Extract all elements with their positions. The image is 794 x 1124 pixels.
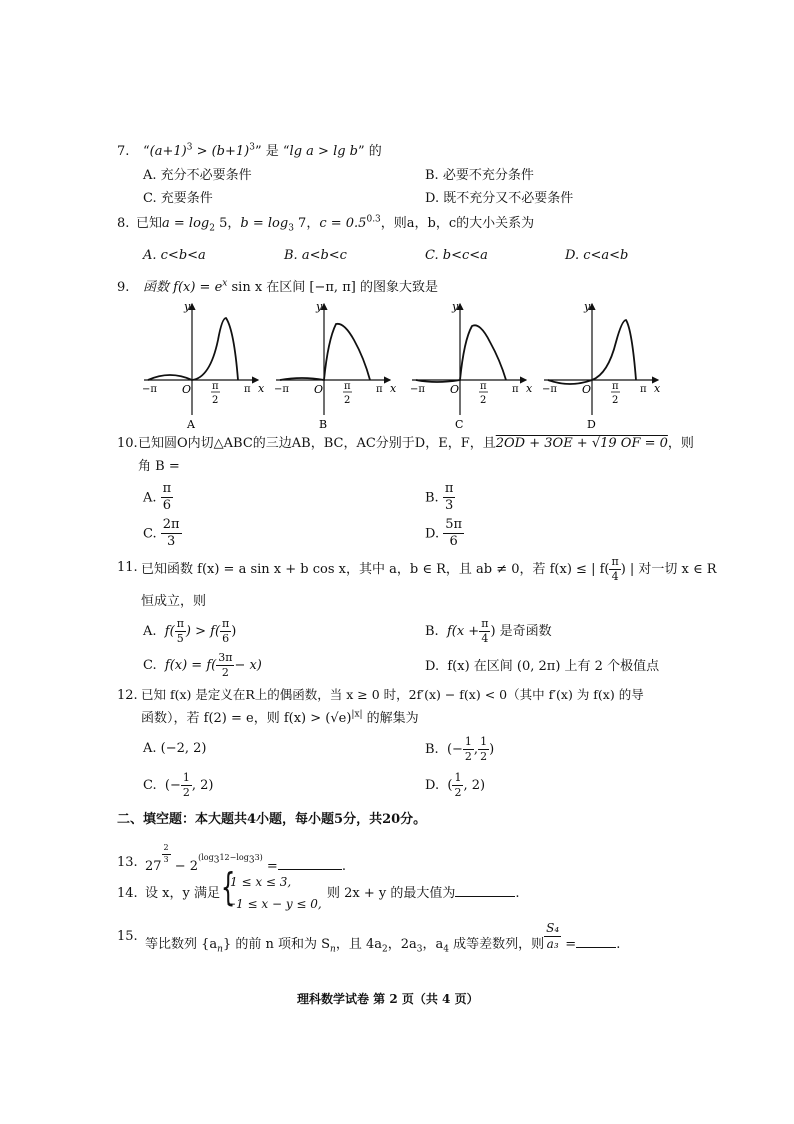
option-d: D. f(x) 在区间 (0, 2π) 上有 2 个极值点 bbox=[425, 659, 660, 674]
svg-text:y: y bbox=[316, 300, 323, 313]
svg-text:π: π bbox=[512, 384, 519, 395]
graph-b bbox=[274, 300, 397, 430]
question-stem: 设 x，y 满足 bbox=[145, 886, 220, 901]
option-c: C. (− $\frac{1}{2}$ , 2) bbox=[143, 771, 214, 800]
option-d: D. ( $\frac{1}{2}$ , 2) bbox=[425, 771, 486, 800]
svg-text:π: π bbox=[612, 381, 619, 392]
option-c: C. $\frac{2\pi}{3}$ bbox=[143, 517, 180, 550]
svg-text:x: x bbox=[654, 382, 660, 395]
question-number: 14. bbox=[117, 886, 138, 901]
question-stem-line2: 函数），若 f(2) = e，则 $f(x) > (√e)^{|x|}$ 的解集为 bbox=[141, 709, 419, 726]
question-number: 7. bbox=[117, 144, 130, 159]
constraint-2: −1 ≤ x − y ≤ 0, bbox=[226, 897, 322, 911]
answer-blank[interactable] bbox=[278, 869, 342, 870]
graph-label-d: D bbox=[587, 418, 596, 430]
option-d: D. 既不充分又不必要条件 bbox=[425, 191, 574, 206]
curve-c bbox=[416, 325, 506, 382]
question-stem: 已知函数 f(x) = a sin x + b cos x，其中 a，b ∈ R，且 ab ≠ 0，若 f(x) ≤ | f( $\frac{\pi}{4}$ ) | 对一切 x ∈ R bbox=[141, 555, 717, 584]
graph-label-a: A bbox=[187, 418, 195, 430]
question-stem: “$(a+1)^3 > (b+1)^3$” 是 “lg a > lg b” 的 bbox=[143, 142, 382, 159]
svg-text:y: y bbox=[452, 300, 459, 313]
pi-label: π bbox=[244, 384, 251, 395]
graph-c bbox=[410, 300, 533, 430]
neg-pi-label: −π bbox=[142, 384, 157, 395]
graph-a bbox=[142, 300, 265, 430]
svg-text:O: O bbox=[314, 383, 324, 396]
half-pi-den: 2 bbox=[212, 395, 219, 406]
y-axis-label: y bbox=[184, 300, 191, 313]
option-a: A. 充分不必要条件 bbox=[143, 168, 252, 183]
option-b: B. (− $\frac{1}{2}$ , $\frac{1}{2}$ ) bbox=[425, 735, 495, 764]
svg-text:−π: −π bbox=[410, 384, 425, 395]
option-b: B. 必要不充分条件 bbox=[425, 168, 534, 183]
svg-text:π: π bbox=[376, 384, 383, 395]
x-axis-label: x bbox=[258, 382, 265, 395]
option-b: B. f(x + $\frac{\pi}{4}$ ) 是奇函数 bbox=[425, 617, 552, 646]
graph-label-b: B bbox=[319, 418, 328, 430]
section-title: 二、填空题：本大题共4小题，每小题5分，共20分。 bbox=[117, 812, 427, 827]
question-number: 13. bbox=[117, 855, 138, 870]
question-stem-line2: 恒成立，则 bbox=[141, 594, 207, 609]
curve-a bbox=[148, 318, 238, 380]
svg-text:π: π bbox=[480, 381, 487, 392]
question-stem-tail: 则 2x + y 的最大值为 . bbox=[327, 886, 520, 901]
question-number: 15. bbox=[117, 929, 138, 944]
curve-b bbox=[280, 324, 370, 380]
svg-text:x: x bbox=[526, 382, 533, 395]
answer-blank[interactable] bbox=[455, 896, 515, 897]
svg-text:O: O bbox=[450, 383, 460, 396]
half-pi-num: π bbox=[212, 381, 219, 392]
svg-text:x: x bbox=[390, 382, 397, 395]
option-a: A. c<b<a bbox=[143, 248, 206, 263]
svg-text:2: 2 bbox=[344, 395, 351, 406]
option-d: D. $\frac{5\pi}{6}$ bbox=[425, 517, 463, 550]
option-c: C. 充要条件 bbox=[143, 191, 213, 206]
svg-text:π: π bbox=[344, 381, 351, 392]
question-stem: 已知 f(x) 是定义在R上的偶函数，当 x ≥ 0 时，2f′(x) − f(x) < 0（其中 f′(x) 为 f(x) 的导 bbox=[141, 687, 644, 702]
option-a: A. $\frac{\pi}{6}$ bbox=[143, 481, 172, 514]
question-stem-line2: 角 B = bbox=[138, 459, 180, 474]
function-graphs bbox=[140, 300, 660, 430]
question-number: 11. bbox=[117, 560, 138, 575]
constraint-1: 1 ≤ x ≤ 3, bbox=[230, 875, 292, 889]
svg-text:−π: −π bbox=[542, 384, 557, 395]
question-stem: 已知$a = \log_2 5$，$b = \log_3 7$，$c = 0.5^{0.3}$，则a，b，c的大小关系为 bbox=[136, 214, 535, 234]
question-stem: 已知圆O内切△ABC的三边AB，BC，AC分别于D，E，F，且2OD + 3OE + √19 OF = 0，则 bbox=[138, 436, 694, 451]
question-number: 10. bbox=[117, 436, 138, 451]
question-number: 12. bbox=[117, 688, 138, 703]
page-footer: 理科数学试卷 第 2 页（共 4 页） bbox=[297, 992, 479, 1006]
svg-text:−π: −π bbox=[274, 384, 289, 395]
question-number: 8. bbox=[117, 216, 130, 231]
option-c: C. f(x) = f( $\frac{3\pi}{2}$ − x) bbox=[143, 651, 262, 680]
question-stem: 27 $\frac{2}{3}$ − $2(\log_312-\log_33)$ = . bbox=[145, 843, 346, 874]
svg-text:π: π bbox=[640, 384, 647, 395]
question-stem: 等比数列 $\{a_n\}$ 的前 n 项和为 $S_n$，且 $4a_2$，$2a_3$，$a_4$ 成等差数列，则 $\frac{\text{S₄}}{\text{a₃}}$ = . bbox=[145, 921, 621, 955]
graph-label-c: C bbox=[455, 418, 464, 430]
svg-text:2: 2 bbox=[612, 395, 619, 406]
option-d: D. c<a<b bbox=[565, 248, 629, 263]
left-brace: { bbox=[220, 865, 236, 909]
question-stem: 函数 $f(x) = e^x$ sin x 在区间 [−π, π] 的图象大致是 bbox=[143, 278, 438, 295]
svg-text:O: O bbox=[582, 383, 592, 396]
option-c: C. b<c<a bbox=[425, 248, 488, 263]
option-b: B. $\frac{\pi}{3}$ bbox=[425, 481, 454, 514]
option-a: A. (−2, 2) bbox=[143, 741, 207, 756]
option-a: A. f( $\frac{\pi}{5}$ ) > f( $\frac{\pi}{6}$ ) bbox=[143, 617, 237, 646]
graph-d bbox=[542, 300, 660, 430]
origin-label: O bbox=[182, 383, 192, 396]
question-number: 9. bbox=[117, 280, 130, 295]
svg-text:y: y bbox=[584, 300, 591, 313]
option-b: B. a<b<c bbox=[284, 248, 347, 263]
svg-text:2: 2 bbox=[480, 395, 487, 406]
answer-blank[interactable] bbox=[576, 947, 616, 948]
